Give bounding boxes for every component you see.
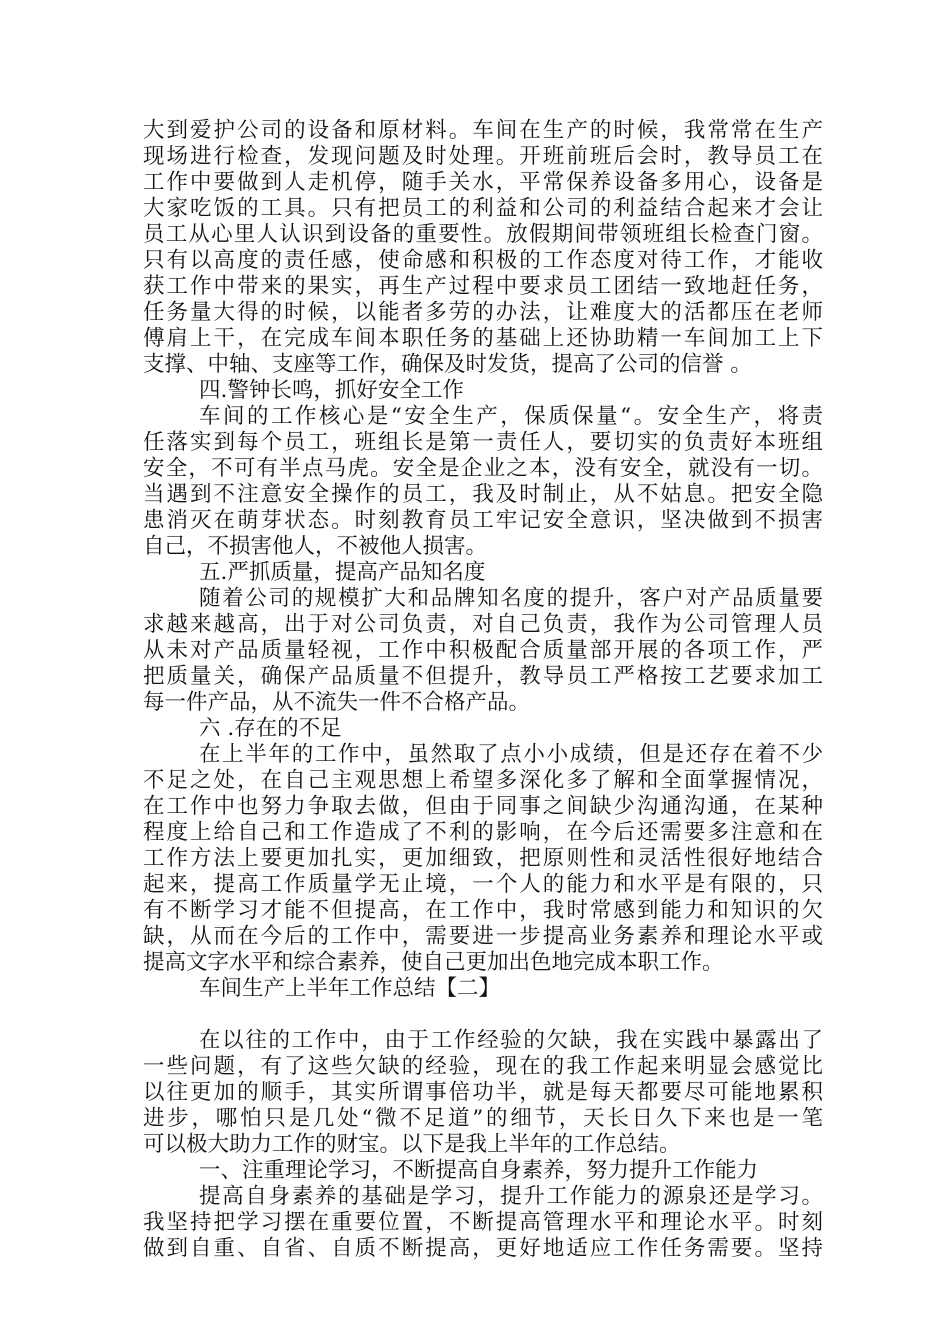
text-line: 我坚持把学习摆在重要位置，不断提高管理水平和理论水平。时刻 (143, 1210, 823, 1235)
text-line: 进步，哪怕只是几处“微不足道”的细节，天长日久下来也是一笔 (143, 1106, 823, 1131)
text-line: 提高自身素养的基础是学习，提升工作能力的源泉还是学习。 (199, 1184, 823, 1209)
text-line: 支撑、中轴、支座等工作，确保及时发货，提高了公司的信誉 。 (143, 352, 752, 377)
text-line: 获工作中带来的果实，再生产过程中要求员工团结一致地赶任务， (143, 274, 823, 299)
text-line: 安全，不可有半点马虎。安全是企业之本，没有安全，就没有一切。 (143, 456, 823, 481)
text-line: 起来，提高工作质量学无止境，一个人的能力和水平是有限的，只 (143, 872, 823, 897)
paragraph (143, 586, 823, 716)
text-line: 随着公司的规模扩大和品牌知名度的提升，客户对产品质量要 (199, 586, 823, 611)
text-line: 员工从心里人认识到设备的重要性。放假期间带领班组长检查门窗。 (143, 222, 823, 247)
text-line: 以往更加的顺手，其实所谓事倍功半，就是每天都要尽可能地累积 (143, 1080, 823, 1105)
paragraph (143, 1184, 823, 1262)
text-line: 大到爱护公司的设备和原材料。车间在生产的时候，我常常在生产 (143, 118, 823, 143)
section-heading: 六 .存在的不足 (199, 716, 342, 741)
text-line: 程度上给自己和工作造成了不利的影响，在今后还需要多注意和在 (143, 820, 823, 845)
text-line: 把质量关，确保产品质量不但提升，教导员工严格按工艺要求加工 (143, 664, 823, 689)
text-line: 工作方法上要更加扎实，更加细致，把原则性和灵活性很好地结合 (143, 846, 823, 871)
text-line: 傅肩上干，在完成车间本职任务的基础上还协助精一车间加工上下 (143, 326, 823, 351)
text-line: 缺，从而在今后的工作中，需要进一步提高业务素养和理论水平或 (143, 924, 823, 949)
text-line: 自己，不损害他人，不被他人损害。 (143, 534, 488, 559)
text-line: 任落实到每个员工，班组长是第一责任人，要切实的负责好本班组 (143, 430, 823, 455)
text-line: 有不断学习才能不但提高，在工作中，我时常感到能力和知识的欠 (143, 898, 823, 923)
text-line: 大家吃饭的工具。只有把员工的利益和公司的利益结合起来才会让 (143, 196, 823, 221)
paragraph (143, 118, 823, 378)
document-body (143, 118, 823, 1262)
text-line: 在上半年的工作中，虽然取了点小小成绩，但是还存在着不少 (199, 742, 823, 767)
text-line: 不足之处，在自己主观思想上希望多深化多了解和全面掌握情况， (143, 768, 823, 793)
paragraph (143, 404, 823, 560)
section-heading: 四.警钟长鸣，抓好安全工作 (199, 378, 464, 403)
text-line: 提高文字水平和综合素养，使自己更加出色地完成本职工作。 (143, 950, 724, 975)
section-heading: 一、注重理论学习，不断提高自身素养，努力提升工作能力 (199, 1158, 759, 1183)
paragraph (143, 742, 823, 976)
text-line: 在工作中也努力争取去做，但由于同事之间缺少沟通沟通，在某种 (143, 794, 823, 819)
text-line: 患消灭在萌芽状态。时刻教育员工牢记安全意识，坚决做到不损害 (143, 508, 823, 533)
text-line: 从未对产品质量轻视，工作中积极配合质量部开展的各项工作，严 (143, 638, 823, 663)
text-line: 车间的工作核心是“安全生产，保质保量“。安全生产，将责 (199, 404, 823, 429)
text-line: 可以极大助力工作的财宝。以下是我上半年的工作总结。 (143, 1132, 681, 1157)
document-title: 车间生产上半年工作总结【二】 (199, 976, 501, 1001)
text-line: 工作中要做到人走机停，随手关水，平常保养设备多用心，设备是 (143, 170, 823, 195)
section-heading: 五.严抓质量，提高产品知名度 (199, 560, 486, 585)
text-line: 任务量大得的时候，以能者多劳的办法，让难度大的活都压在老师 (143, 300, 823, 325)
text-line: 每一件产品，从不流失一件不合格产品。 (143, 690, 531, 715)
text-line: 只有以高度的责任感，使命感和积极的工作态度对待工作，才能收 (143, 248, 823, 273)
text-line: 做到自重、自省、自质不断提高，更好地适应工作任务需要。坚持 (143, 1236, 823, 1261)
text-line: 在以往的工作中，由于工作经验的欠缺，我在实践中暴露出了 (199, 1028, 823, 1053)
text-line: 求越来越高，出于对公司负责，对自己负责，我作为公司管理人员 (143, 612, 823, 637)
paragraph (143, 1028, 823, 1158)
text-line: 当遇到不注意安全操作的员工，我及时制止，从不姑息。把安全隐 (143, 482, 823, 507)
text-line: 一些问题，有了这些欠缺的经验，现在的我工作起来明显会感觉比 (143, 1054, 823, 1079)
blank-line (143, 1002, 823, 1028)
text-line: 现场进行检查，发现问题及时处理。开班前班后会时，教导员工在 (143, 144, 823, 169)
